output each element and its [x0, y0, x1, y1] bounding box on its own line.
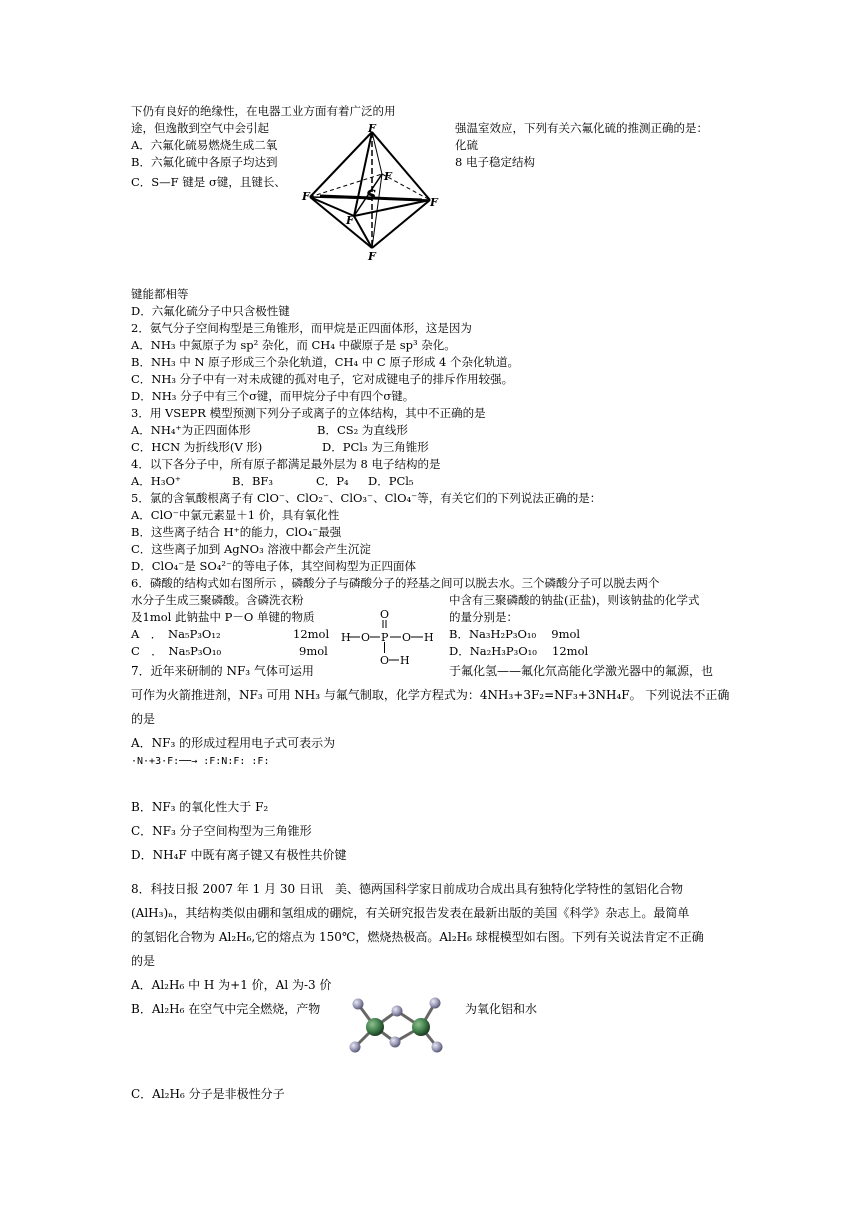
text-line: 下仍有良好的绝缘性，在电器工业方面有着广泛的用 — [131, 104, 396, 118]
h-atom — [432, 1042, 443, 1053]
atom-label: O — [380, 654, 390, 667]
atom-label: F — [368, 250, 376, 262]
option-b: B．这些离子结合 H⁺的能力，ClO₄⁻最强 — [131, 525, 342, 539]
h-atom — [392, 1006, 403, 1017]
text-line: 于氟化氢——氟化氘高能化学激光器中的氟源，也 — [449, 664, 714, 678]
atom-label: H — [424, 631, 434, 644]
text-line: 的是 — [131, 954, 156, 968]
option-a: A．六氟化硫易燃烧生成二氧 — [131, 138, 278, 152]
option-d: D．PCl₅ — [368, 474, 414, 488]
option-d: D．Na₂H₃P₃O₁₀ 12mol — [449, 644, 589, 658]
h-atom — [430, 998, 441, 1009]
option-a: A．H₃O⁺ — [131, 474, 181, 488]
al-atom — [366, 1018, 384, 1036]
text-line: 中含有三聚磷酸的钠盐(正盐)，则该钠盐的化学式 — [449, 593, 700, 607]
question-3-stem: 3．用 VSEPR 模型预测下列分子或离子的立体结构，其中不正确的是 — [131, 406, 486, 420]
question-8-stem: 8．科技日报 2007 年 1 月 30 日讯 美、德两国科学家日前成功合成出具有独特化学特性的氢铝化合物 — [131, 882, 683, 896]
option-b: B．六氟化硫中各原子均达到 — [131, 155, 278, 169]
phosphoric-acid-structure — [338, 604, 438, 668]
option-d: D．NH₄F 中既有离子键又有极性共价键 — [131, 848, 347, 862]
option-d: D．ClO₄⁻是 SO₄²⁻的等电子体，其空间构型为正四面体 — [131, 559, 417, 573]
option-d: D．六氟化硫分子中只含极性键 — [131, 304, 290, 318]
option-a: A．NH₄⁺为正四面体形 — [131, 423, 251, 437]
atom-label: O — [361, 631, 371, 644]
atom-label: S — [366, 188, 377, 204]
option-b: B．Al₂H₆ 在空气中完全燃烧，产物 — [131, 1002, 321, 1016]
atom-label: F — [384, 170, 392, 183]
text-line: 及1mol 此钠盐中 P－O 单键的物质 — [131, 610, 315, 624]
h-atom — [390, 1037, 401, 1048]
text-line: 可作为火箭推进剂，NF₃ 可用 NH₃ 与氟气制取，化学方程式为：4NH₃+3F₂=NF₃+3NH₄F。 下列说法不正确 — [131, 688, 730, 702]
option-a: A．Al₂H₆ 中 H 为+1 价，Al 为-3 价 — [131, 978, 332, 992]
h-atom — [350, 1042, 361, 1053]
text-line: 的氢铝化合物为 Al₂H₆,它的熔点为 150℃，燃烧热极高。Al₂H₆ 球棍模型如右图。下列有关说法肯定不正确 — [131, 930, 704, 944]
option-d: D．NH₃ 分子中有三个σ键，而甲烷分子中有四个σ键。 — [131, 389, 415, 403]
atom-label: P — [381, 631, 389, 644]
option-a: A ． Na₅P₃O₁₂ — [131, 627, 221, 641]
h-atom — [353, 999, 364, 1010]
option-d: D．PCl₃ 为三角锥形 — [322, 440, 429, 454]
text-line: 水分子生成三聚磷酸。含磷洗衣粉 — [131, 593, 304, 607]
question-4-stem: 4．以下各分子中，所有原子都满足最外层为 8 电子结构的是 — [131, 457, 441, 471]
option-a: A．NH₃ 中氮原子为 sp² 杂化，而 CH₄ 中碳原子是 sp³ 杂化。 — [131, 338, 456, 352]
text-line: 强温室效应，下列有关六氟化硫的推测正确的是： — [455, 121, 708, 135]
atom-label: O — [380, 608, 390, 621]
al-atom — [412, 1018, 430, 1036]
atom-label: F — [346, 214, 354, 227]
option-c-amount: 9mol — [299, 644, 328, 658]
text-line: (AlH₃)ₙ，其结构类似由硼和氢组成的硼烷，有关研究报告发表在最新出版的美国《科学》杂志上。最简单 — [131, 906, 690, 920]
atom-label: H — [341, 631, 351, 644]
question-7-stem: 7．近年来研制的 NF₃ 气体可运用 — [131, 664, 314, 678]
text-line: 8 电子稳定结构 — [455, 155, 535, 169]
option-c: C．这些离子加到 AgNO₃ 溶液中都会产生沉淀 — [131, 542, 371, 556]
option-b: B．NH₃ 中 N 原子形成三个杂化轨道，CH₄ 中 C 原子形成 4 个杂化轨道。 — [131, 355, 520, 369]
option-c: C．S—F 键是 σ键，且键长、 — [131, 175, 286, 189]
atom-label: H — [400, 654, 410, 667]
atom-label: F — [368, 122, 376, 135]
text-line: 的量分别是： — [449, 610, 518, 624]
option-a: A．ClO⁻中氯元素显＋1 价，具有氧化性 — [131, 508, 340, 522]
text-line: 化硫 — [455, 138, 478, 152]
question-6-stem: 6．磷酸的结构式如右图所示 ，磷酸分子与磷酸分子的羟基之间可以脱去水。三个磷酸分子可以脱去两个 — [131, 576, 660, 590]
question-2-stem: 2．氨气分子空间构型是三角锥形，而甲烷是正四面体形，这是因为 — [131, 321, 472, 335]
option-c: C．HCN 为折线形(V 形) — [131, 440, 263, 454]
option-c: C．NF₃ 分子空间构型为三角锥形 — [131, 824, 312, 838]
option-a: A．NF₃ 的形成过程用电子式可表示为 — [131, 736, 336, 750]
electron-formula-figure: ·N·+3·F:──→ :F:N:F: :F: — [131, 756, 270, 767]
atom-label: F — [302, 190, 310, 203]
option-b: B．BF₃ — [232, 474, 273, 488]
text-line: 的是 — [131, 712, 156, 726]
option-c: C ． Na₅P₃O₁₀ — [131, 644, 222, 658]
text-line: 为氧化铝和水 — [465, 1002, 538, 1016]
question-5-stem: 5．氯的含氧酸根离子有 ClO⁻、ClO₂⁻、ClO₃⁻、ClO₄⁻等，有关它们的下列说法正确的是： — [131, 491, 602, 505]
option-c: C．P₄ — [316, 474, 349, 488]
option-a-amount: 12mol — [293, 627, 330, 641]
option-b: B．NF₃ 的氧化性大于 F₂ — [131, 800, 269, 814]
atom-label: O — [402, 631, 412, 644]
atom-label: F — [430, 196, 438, 209]
option-b: B．CS₂ 为直线形 — [317, 423, 408, 437]
text-line: 途，但逸散到空气中会引起 — [131, 121, 269, 135]
option-c: C．Al₂H₆ 分子是非极性分子 — [131, 1087, 285, 1101]
sf6-octahedron-figure — [300, 120, 450, 262]
option-b: B．Na₃H₂P₃O₁₀ 9mol — [449, 627, 581, 641]
al2h6-ball-stick-model — [345, 992, 450, 1058]
text-line: 键能都相等 — [131, 287, 189, 301]
option-c: C．NH₃ 分子中有一对未成键的孤对电子，它对成键电子的排斥作用较强。 — [131, 372, 514, 386]
